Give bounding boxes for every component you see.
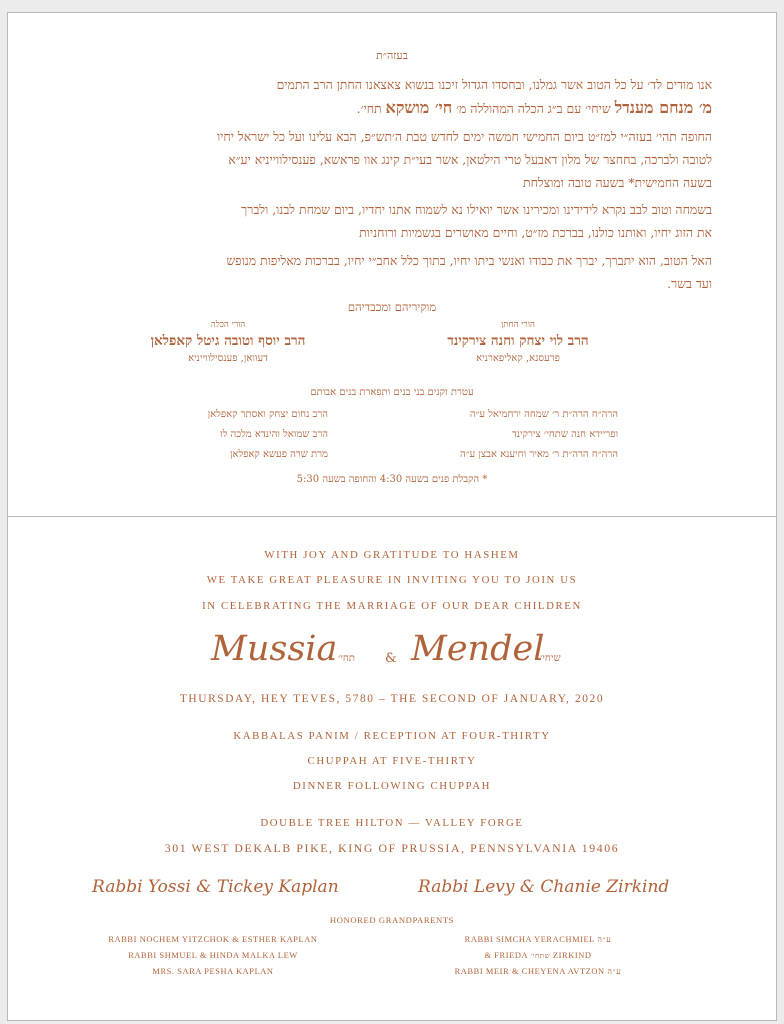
english-invitation-card <box>7 516 777 1021</box>
grandparents-right-1-name: RABBI SIMCHA YERACHMIEL <box>464 935 595 944</box>
grandparents-right-2 <box>418 948 658 964</box>
groom-parents-city: פרעסנא, קאליפארניא <box>476 353 560 364</box>
groom-parents-label: הורי החתן <box>501 320 535 330</box>
bride-parents-name: הרב יוסף וטובה גיטל קאפלאן <box>150 333 306 349</box>
hebrew-gp-left-2: הרב שמואל והינדא מלכה לו <box>220 429 328 440</box>
hebrew-paragraph-3 <box>74 198 712 244</box>
bride-parents-city: דעוואן, פענסילווייניא <box>188 353 268 364</box>
hebrew-p3-line1: בשמחה וטוב לבב נקרא לידידינו ומכירינו אשר יואילו נא לשמוח אתנו יחדיו, ביום שמחת לבנו, ולברך <box>241 202 712 217</box>
intro-line-2: WE TAKE GREAT PLEASURE IN INVITING YOU TO JOIN US <box>206 574 578 586</box>
grandparents-left-3: MRS. SARA PESHA KAPLAN <box>152 967 274 976</box>
grandparents-right-column <box>418 932 658 980</box>
hebrew-p1-line2-mid: שיחי׳ עם ב״ג הכלה המהוללה מ׳ <box>456 101 611 116</box>
wedding-date: THURSDAY, HEY TEVES, 5780 – THE SECOND OF JANUARY, 2020 <box>179 693 605 705</box>
hebrew-p2-line3: בשעה החמישית* בשעה טובה ומוצלחת <box>523 175 712 190</box>
groom-name: Mendel <box>411 629 545 669</box>
hebrew-paragraph-4 <box>74 249 712 295</box>
grandparents-right-2-last: ZIRKIND <box>552 951 592 960</box>
hebrew-gp-right-3: הרה״ח הרה״ת ר׳ מאיר וחיענא אבצן ע״ה <box>459 449 618 460</box>
hebrew-footnote: * הקבלת פנים בשעה 4:30 והחופה בשעה 5:30 <box>296 474 488 485</box>
hebrew-p1-line1: אנו מודים לד׳ על כל הטוב אשר גמלנו, ובחסדו הגדול זיכנו בנשוא צאצאנו החתן הרב התמים <box>276 77 712 92</box>
grandparents-right-1 <box>418 932 658 948</box>
hebrew-gp-left-1: הרב נחום יצחק ואסתר קאפלאן <box>207 409 328 420</box>
hebrew-header: בעזה״ת <box>376 49 408 62</box>
venue-address: 301 WEST DEKALB PIKE, KING OF PRUSSIA, PENNSYLVANIA 19406 <box>164 841 620 855</box>
groom-parents-signature: Rabbi Levy & Chanie Zirkind <box>418 877 670 897</box>
grandparents-left-1: RABBI NOCHEM YITZCHOK & ESTHER KAPLAN <box>108 935 318 944</box>
intro-line-1: WITH JOY AND GRATITUDE TO HASHEM <box>264 549 520 561</box>
groom-hebrew-name: מ׳ מנחם מענדל <box>614 98 712 117</box>
hebrew-p3-line2: את הזוג יחיו, ואותנו כולנו, בברכת מז״ט, וחיים מאושרים בגשמיות ורוחניות <box>359 225 712 240</box>
grandparents-right-3-name: RABBI MEIR & CHEYENA AVTZON <box>454 967 605 976</box>
hebrew-p1-line2-end: תחי׳. <box>356 101 382 116</box>
groom-honorific: שיחי׳ <box>540 653 561 664</box>
grandparents-left-2: RABBI SHMUEL & HINDA MALKA LEW <box>128 951 298 960</box>
bride-parents-label: הורי הכלה <box>210 320 246 330</box>
hebrew-p2-line2: לטובה ולברכה, בחחצר של מלון דאבעל טרי הילטאן, אשר בעי״ת קינג אוו פראשא, פענסילווייניא יע״א <box>228 152 712 167</box>
chuppah-time: CHUPPAH AT FIVE-THIRTY <box>307 755 477 767</box>
hebrew-grandparents-left <box>138 405 328 465</box>
hebrew-grandparents-right <box>418 405 618 465</box>
couple-names <box>8 629 776 679</box>
dinner-note: DINNER FOLLOWING CHUPPAH <box>292 780 492 792</box>
hebrew-p4-line1: האל הטוב, הוא יתברך, יברך את כבודו ואנשי ביתו יחיו, בתוך כלל אחב״י יחיו, בברכות מאליפות מנופש <box>226 253 712 268</box>
hebrew-paragraph-1 <box>74 73 712 120</box>
ampersand: & <box>385 651 397 666</box>
bride-honorific: תחי׳ <box>338 653 355 664</box>
groom-parents-name: הרב לוי יצחק וחנה צירקינד <box>447 333 589 349</box>
hebrew-p4-line2: ועד בשר. <box>667 276 712 291</box>
hebrew-bride-parents <box>108 319 348 364</box>
hebrew-invitation-card <box>7 12 777 517</box>
grandparents-right-3-suffix: ע״ה <box>607 967 622 976</box>
bride-parents-signature: Rabbi Yossi & Tickey Kaplan <box>92 877 339 897</box>
hebrew-gp-right-1: הרה״ח הרה״ת ר׳ שמחה ירחמיאל ע״ה <box>469 409 618 420</box>
venue-name: DOUBLE TREE HILTON — VALLEY FORGE <box>260 817 524 829</box>
hebrew-hosts-title: מוקיריהם ומכבדיהם <box>347 300 437 314</box>
reception-time: KABBALAS PANIM / RECEPTION AT FOUR-THIRTY <box>233 730 551 742</box>
hebrew-p1-line2 <box>74 96 712 120</box>
grandparents-title: HONORED GRANDPARENTS <box>329 915 455 925</box>
bride-name: Mussia <box>211 629 338 669</box>
grandparents-left-column <box>68 932 358 980</box>
grandparents-right-1-suffix: ע״ה <box>597 935 612 944</box>
hebrew-gp-left-3: מרת שרה פעשא קאפלאן <box>229 449 328 460</box>
grandparents-right-2-first: & FRIEDA <box>484 951 528 960</box>
hebrew-grandparents-title: עטרת זקנים בני בנים ותפארת בנים אבותם <box>310 387 474 398</box>
hebrew-paragraph-2 <box>74 125 712 194</box>
bride-hebrew-name: חי׳ מושקא <box>385 98 453 117</box>
hebrew-gp-right-2: ופריידא חנה שתחי׳ צירקינד <box>511 429 618 440</box>
hebrew-p2-line1: החופה תהי׳ בעזה״י למז״ט ביום החמישי חמשה ימים לחדש טבת ה׳תש״פ, הבא עלינו ועל כל ישראל יחיו <box>216 129 712 144</box>
hebrew-groom-parents <box>408 319 628 364</box>
grandparents-right-2-honorific: שתחי׳ <box>530 952 551 960</box>
intro-line-3: IN CELEBRATING THE MARRIAGE OF OUR DEAR CHILDREN <box>202 600 582 612</box>
grandparents-right-3 <box>418 964 658 980</box>
